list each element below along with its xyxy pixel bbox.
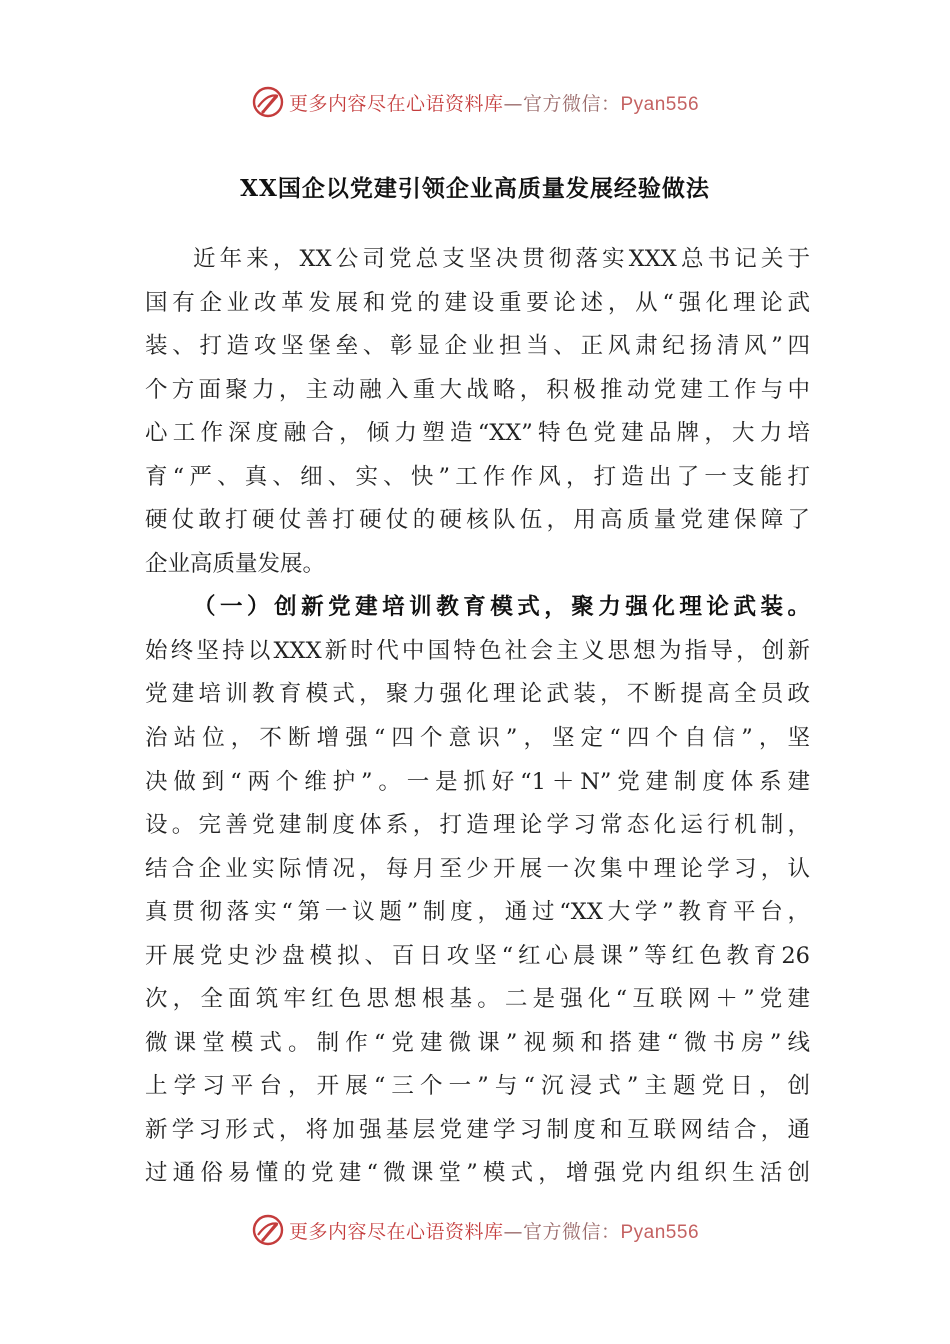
watermark-id: Pyan556 — [620, 1221, 700, 1243]
text-line: 心工作深度融合，倾力塑造“XX”特色党建品牌，大力培 — [145, 420, 810, 447]
text-line: 国有企业改革发展和党的建设重要论述，从“强化理论武 — [145, 289, 810, 316]
text-line: 设。完善党建制度体系，打造理论学习常态化运行机制， — [145, 812, 810, 839]
text-line: 治站位，不断增强“四个意识”，坚定“四个自信”，坚 — [145, 725, 810, 752]
text-line: 结合企业实际情况，每月至少开展一次集中理论学习，认 — [145, 855, 810, 882]
text-line: 新学习形式，将加强基层党建学习制度和互联网结合，通 — [145, 1116, 810, 1143]
text-line: 过通俗易懂的党建“微课堂”模式，增强党内组织生活创 — [145, 1160, 810, 1187]
text-line: 育“严、真、细、实、快”工作作风，打造出了一支能打 — [145, 463, 810, 490]
watermark-dash: —官方微信： — [503, 92, 621, 115]
text-line: 近年来，XX公司党总支坚决贯彻落实XXX总书记关于 — [193, 246, 810, 272]
watermark-banner-bottom — [0, 1210, 950, 1250]
text-line: 决做到“两个维护”。一是抓好“1＋N”党建制度体系建 — [145, 768, 810, 795]
text-line: 个方面聚力，主动融入重大战略，积极推动党建工作与中 — [145, 376, 810, 403]
text-line: 硬仗敢打硬仗善打硬仗的硬核队伍，用高质量党建保障了 — [145, 507, 810, 534]
watermark-text — [289, 89, 699, 116]
document-body — [145, 238, 810, 1196]
document-title: XX国企以党建引领企业高质量发展经验做法 — [240, 175, 710, 202]
text-line: 党建培训教育模式，聚力强化理论武装，不断提高全员政 — [145, 681, 810, 708]
watermark-banner-top — [0, 82, 950, 122]
text-line: 真贯彻落实“第一议题”制度，通过“XX大学”教育平台， — [145, 899, 810, 926]
watermark-dash: —官方微信： — [503, 1220, 621, 1243]
text-line: 始终坚持以XXX新时代中国特色社会主义思想为指导，创新 — [145, 637, 810, 664]
watermark-main: 更多内容尽在心语资料库 — [288, 1220, 504, 1243]
watermark-id: Pyan556 — [620, 93, 700, 115]
pen-logo-icon — [251, 85, 285, 119]
text-line: 次，全面筑牢红色思想根基。二是强化“互联网＋”党建 — [145, 986, 810, 1013]
text-line: 企业高质量发展。 — [145, 550, 326, 577]
text-line: 装、打造攻坚堡垒、彰显企业担当、正风肃纪扬清风”四 — [145, 333, 810, 360]
text-line: 上学习平台，开展“三个一”与“沉浸式”主题党日，创 — [145, 1073, 810, 1100]
watermark-text — [289, 1217, 699, 1244]
text-line: 开展党史沙盘模拟、百日攻坚“红心晨课”等红色教育26 — [145, 942, 810, 969]
pen-logo-icon — [251, 1213, 285, 1247]
text-line: 微课堂模式。制作“党建微课”视频和搭建“微书房”线 — [145, 1029, 810, 1056]
watermark-main: 更多内容尽在心语资料库 — [288, 92, 504, 115]
section-heading: （一）创新党建培训教育模式，聚力强化理论武装。 — [193, 594, 810, 621]
